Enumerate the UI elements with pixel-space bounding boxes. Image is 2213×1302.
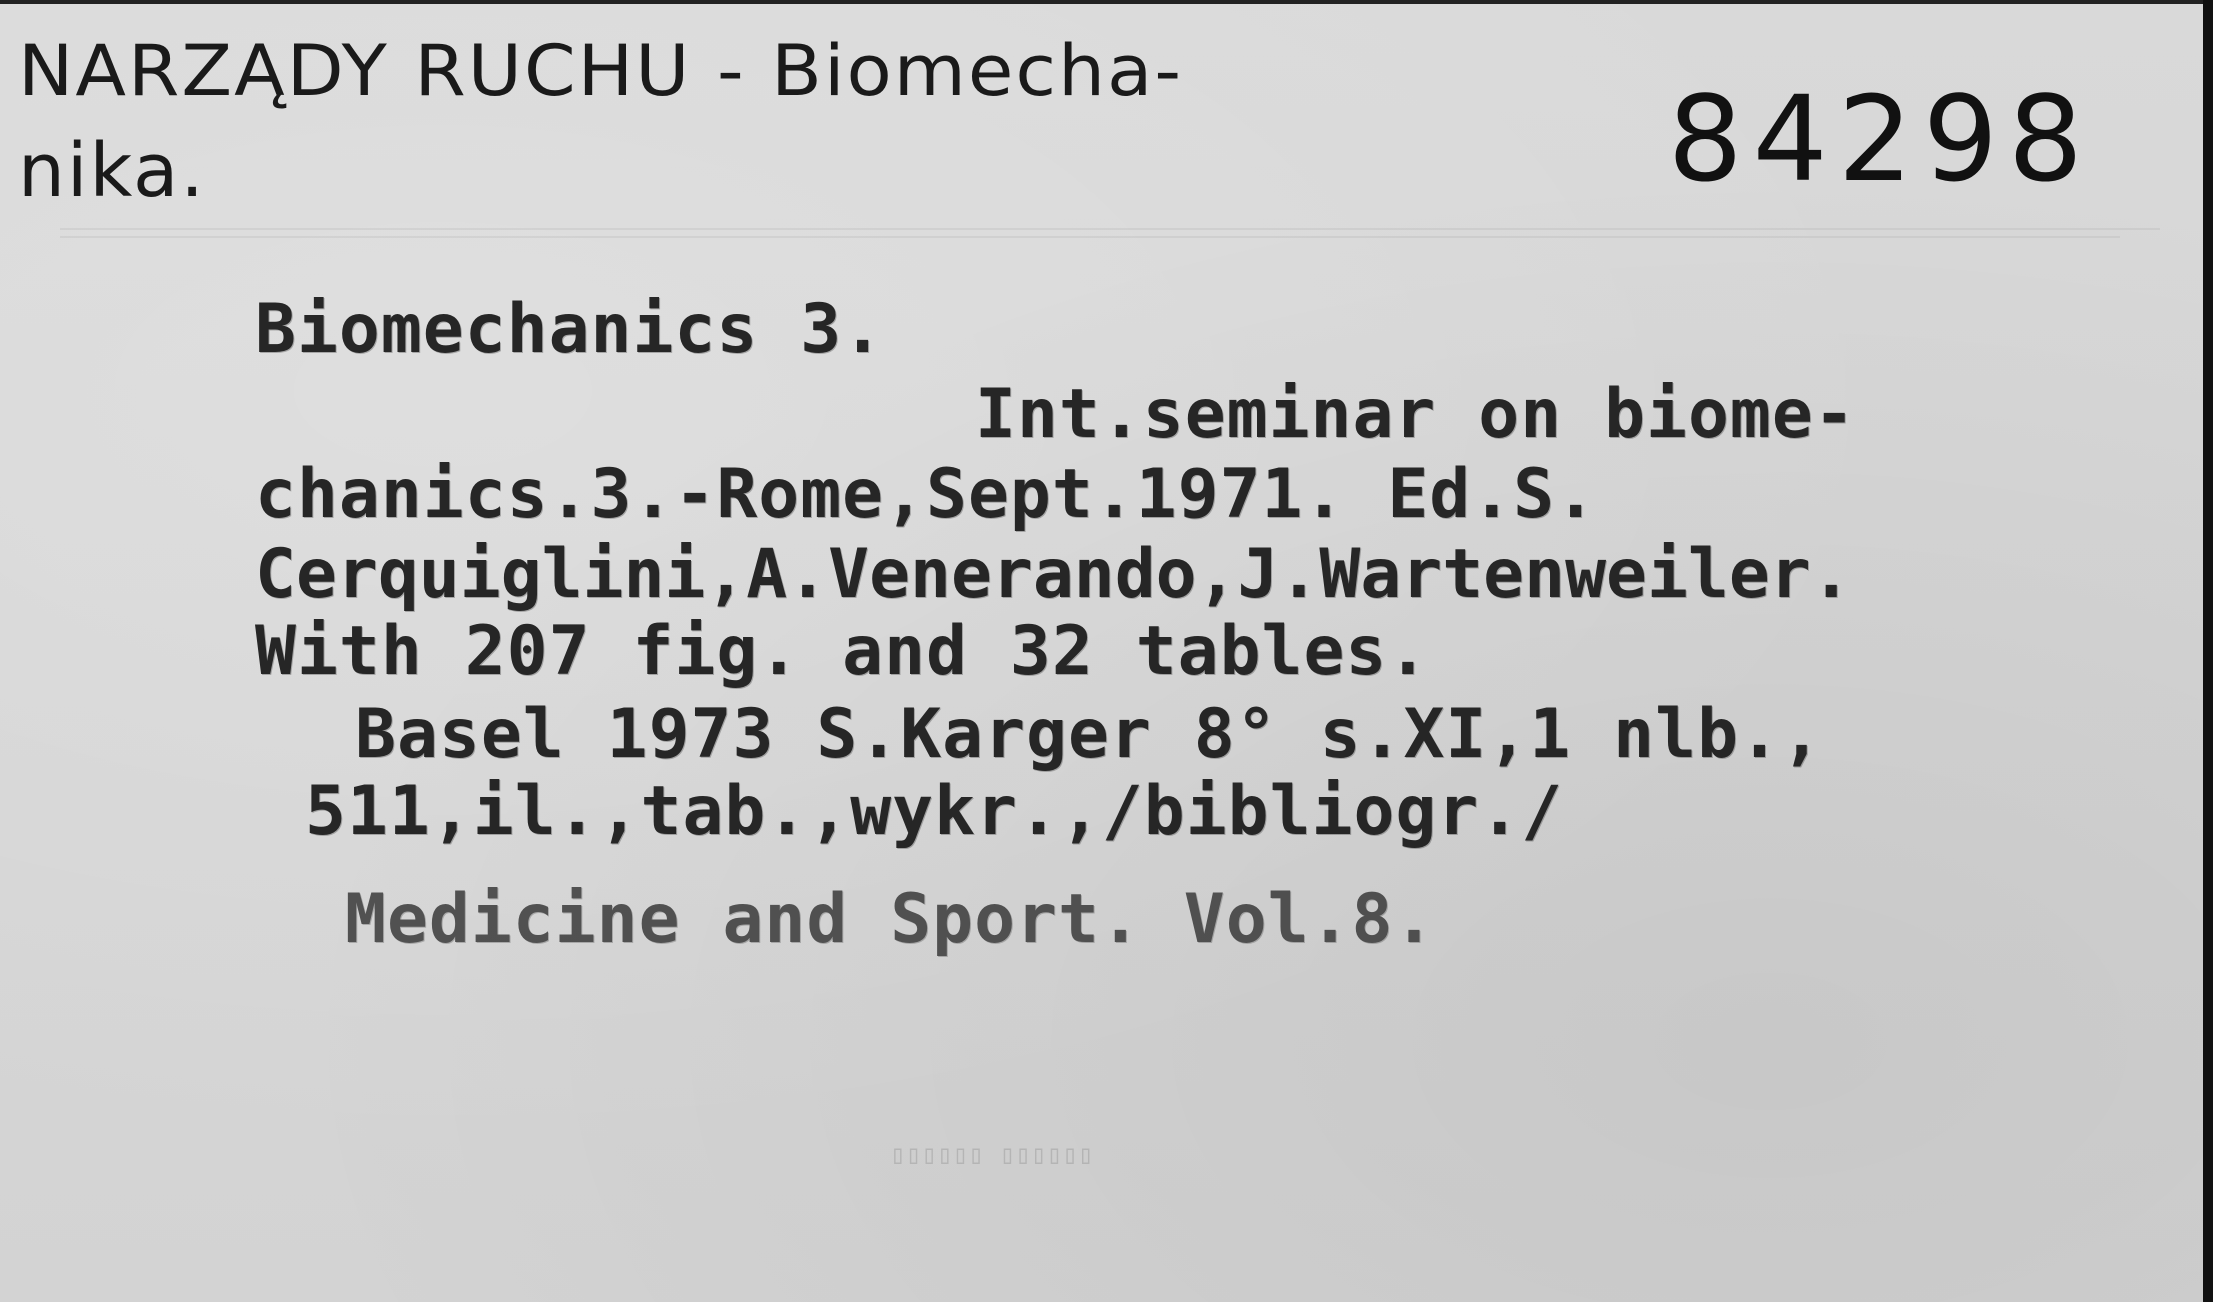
series-statement: Medicine and Sport. Vol.8. [345, 880, 1436, 959]
faint-line [60, 228, 2160, 230]
card-right-edge [2203, 0, 2213, 1302]
show-through-text: ▯▯▯▯▯▯ ▯▯▯▯▯▯ [890, 1140, 1094, 1170]
faint-line [60, 236, 2120, 238]
title: Biomechanics 3. [255, 290, 885, 369]
card-top-edge [0, 0, 2213, 4]
body-line-2: chanics.3.-Rome,Sept.1971. Ed.S. [255, 455, 1598, 534]
body-line-4: With 207 fig. and 32 tables. [255, 612, 1430, 691]
body-line-5: Basel 1973 S.Karger 8° s.XI,1 nlb., [355, 695, 1823, 774]
body-line-3: Cerquiglini,A.Venerando,J.Wartenweiler. [255, 535, 1852, 614]
call-number: 84298 [1667, 70, 2093, 208]
subject-heading-line2: nika. [18, 128, 206, 214]
subject-heading-line1: NARZĄDY RUCHU - Biomecha- [18, 30, 1184, 112]
body-line-6: 511,il.,tab.,wykr.,/bibliogr./ [305, 772, 1564, 851]
body-line-1: Int.seminar on biome- [975, 375, 1856, 454]
